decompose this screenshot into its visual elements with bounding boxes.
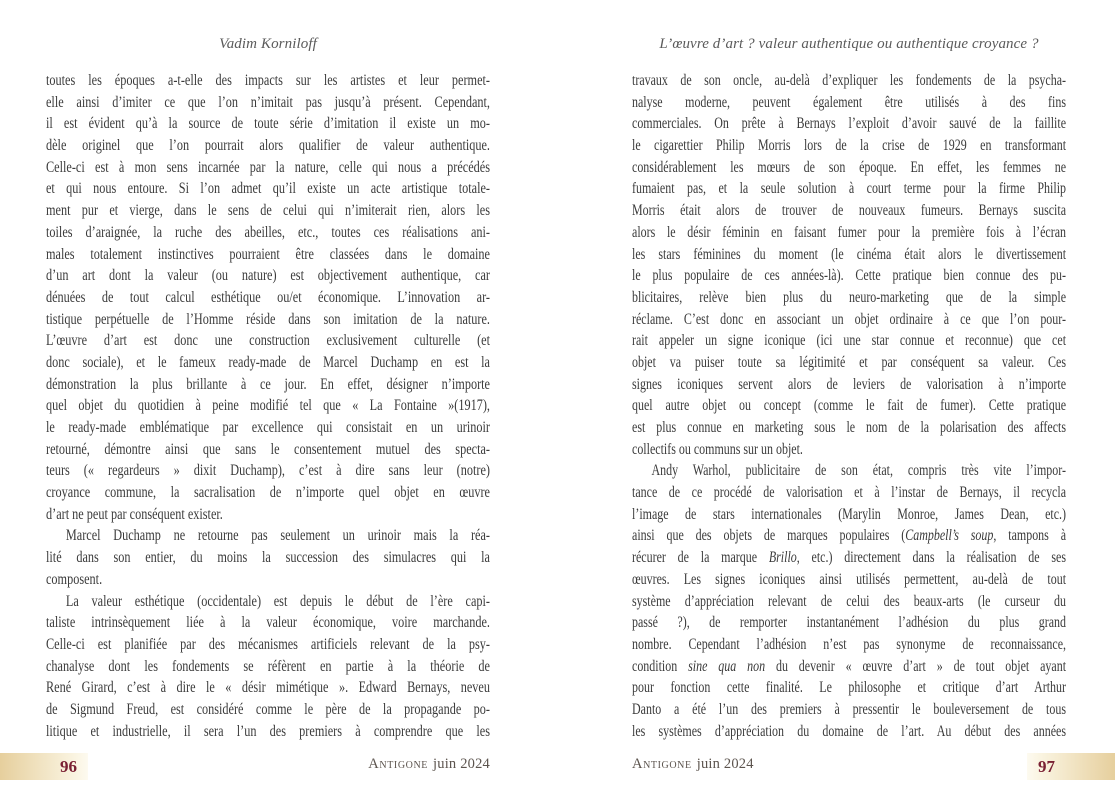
text-segment: fumaient pas, et la seule solution à court terme pour la firme Philip (632, 180, 1067, 198)
text-line (46, 699, 490, 721)
text-line (632, 482, 1066, 504)
paragraph (46, 70, 490, 525)
text-segment: passé ?), de remporter instantanément l’adhésion du plus grand (632, 614, 1067, 632)
text-line (46, 265, 490, 287)
journal-issue: juin 2024 (433, 756, 490, 772)
text-line (632, 178, 1066, 200)
text-segment: males totalement instinctives pourraient être classées dans le domaine (46, 245, 490, 263)
journal-name: Antigone (368, 756, 429, 772)
text-line (46, 395, 490, 417)
paragraph (632, 70, 1066, 460)
text-line (46, 460, 490, 482)
running-header-article-title: L’œuvre d’art ? valeur authentique ou authentique croyance ? (659, 36, 1039, 52)
text-segment: démonstration la plus brillante à ce jour. En effet, désigner n’importe (46, 375, 490, 393)
text-segment: le ready-made emblématique par excellence qui consistait en un urinoir (46, 419, 490, 436)
text-line (632, 352, 1066, 374)
text-segment: litique et industrielle, il sera l’un des premiers à comprendre que les (46, 722, 490, 740)
text-segment: La valeur esthétique (occidentale) est depuis le début de l’ère capi- (65, 592, 490, 610)
text-segment: commerciales. On prête à Bernays l’exploit d’avoir sauvé de la faillite (632, 115, 1067, 133)
text-line (632, 591, 1066, 613)
paragraph (46, 591, 490, 743)
text-line (632, 612, 1066, 634)
text-line (632, 374, 1066, 396)
text-segment: elle ainsi d’imiter ce que l’on n’imitait pas jusqu’à présent. Cependant, (46, 93, 490, 111)
text-segment: teurs (« regardeurs » dixit Duchamp), c’est à dire sans leur (notre) (46, 462, 490, 480)
text-line (632, 113, 1066, 135)
text-segment: tistique perpétuelle de l’Homme réside dans son imitation de la nature. (46, 310, 490, 328)
text-line (632, 677, 1066, 699)
text-segment: toiles d’araignée, la ruche des abeilles, etc., toutes ces réalisations ani- (46, 223, 490, 241)
page-body-right (632, 70, 1066, 742)
text-segment: Celle-ci est à mon sens incarnée par la nature, celle qui nous a précédés (46, 158, 490, 176)
text-line (632, 504, 1066, 526)
footer-journal-left (46, 756, 490, 773)
journal-name: Antigone (632, 756, 692, 772)
text-segment: retourné, démontre ainsi que sans le consentement mutuel des specta- (46, 440, 490, 458)
text-segment: L’œuvre d’art est donc une construction exclusivement culturelle (et (46, 332, 490, 350)
text-segment: est plus connue en marketing sous le nom de la polarisation des affects (632, 419, 1067, 436)
running-header-author: Vadim Korniloff (219, 36, 317, 52)
text-segment: donc sociale), et le fameux ready-made de Marcel Duchamp en est la (46, 353, 490, 371)
text-line (46, 547, 490, 569)
text-segment: blicitaires, relève bien plus du neuro-marketing que de la simple (632, 288, 1067, 306)
text-segment: composent. (46, 570, 103, 588)
text-line (46, 591, 490, 613)
text-line (632, 656, 1066, 678)
text-line (46, 656, 490, 678)
text-segment: ainsi que des objets de marques populaires ( (632, 527, 906, 545)
text-segment: objet va puiser toute sa légitimité et par conséquent sa valeur. Ces (632, 353, 1067, 371)
text-line (632, 417, 1066, 439)
text-segment: , etc.) directement dans la réalisation de ses (796, 549, 1067, 567)
italic-text: Campbell’s soup (905, 527, 994, 545)
italic-text: Brillo (768, 549, 797, 567)
text-segment: de Sigmund Freud, est considéré comme le père de la propagande po- (46, 700, 490, 718)
text-line (46, 135, 490, 157)
text-line (46, 222, 490, 244)
text-line (632, 569, 1066, 591)
text-segment: d’art ne peut par conséquent exister. (46, 505, 223, 523)
text-segment: le cigarettier Philip Morris lors de la crise de 1929 en transformant (632, 137, 1067, 155)
text-segment: Andy Warhol, publicitaire de son état, compris très vite l’impor- (651, 462, 1067, 480)
text-segment: collectifs ou communs sur un objet. (632, 440, 803, 458)
text-segment: alors le désir féminin en faisant fumer pour la première fois à l’écran (632, 223, 1067, 241)
text-segment: nalyse moderne, peuvent également être utilisés à des fins (632, 93, 1067, 111)
text-segment: les stars féminines du moment (le cinéma était alors le divertissement (632, 245, 1067, 263)
text-line (632, 330, 1066, 352)
text-segment: dèle originel que l’on pourrait alors qualifier de valeur authentique. (46, 137, 490, 155)
text-segment: toutes les époques a-t-elle des impacts sur les artistes et leur permet- (46, 72, 490, 89)
text-segment: condition (632, 657, 689, 675)
text-line (632, 157, 1066, 179)
text-line (46, 721, 490, 743)
text-line (632, 70, 1066, 92)
text-line (632, 309, 1066, 331)
text-line (632, 699, 1066, 721)
text-segment: travaux de son oncle, au-delà d’expliquer les fondements de la psycha- (632, 72, 1067, 89)
page-body-left (46, 70, 490, 742)
text-line (46, 634, 490, 656)
text-segment: d’un art dont la valeur (ou nature) est objectivement authentique, car (46, 267, 490, 285)
text-line (632, 287, 1066, 309)
text-line (632, 547, 1066, 569)
text-line (46, 417, 490, 439)
text-segment: du devenir « œuvre d’art » de tout objet ayant (765, 657, 1067, 675)
text-line (46, 157, 490, 179)
text-line (46, 244, 490, 266)
text-line (632, 222, 1066, 244)
text-segment: Celle-ci est planifiée par des mécanismes artificiels relevant de la psy- (46, 635, 490, 653)
text-segment: quel objet du quotidien à peine modifié tel que « La Fontaine »(1917), (46, 397, 490, 415)
italic-text: sine qua non (688, 657, 766, 675)
text-segment: réclame. C’est donc en associant un objet ordinaire à ce que l’on pour- (632, 310, 1067, 328)
paragraph (46, 525, 490, 590)
page-number-left: 96 (0, 753, 88, 780)
text-line (46, 569, 490, 591)
text-segment: René Girard, c’est à dire le « désir mimétique ». Edward Bernays, neveu (46, 679, 490, 697)
page-number-right: 97 (1027, 753, 1115, 780)
text-line (46, 352, 490, 374)
text-line (46, 482, 490, 504)
text-line (46, 178, 490, 200)
text-line (46, 309, 490, 331)
text-line (632, 439, 1066, 461)
text-segment: œuvres. Les signes iconiques ainsi utilisés permettent, au-delà de tout (632, 570, 1067, 588)
text-segment: chanalyse dont les fondements se réfèrent en partie à la théorie de (46, 657, 490, 675)
text-segment: les systèmes d’appréciation du domaine de l’art. Au début des années (632, 722, 1067, 740)
text-line (632, 460, 1066, 482)
text-line (632, 92, 1066, 114)
text-segment: le plus populaire de ces années-là). Cette pratique bien connue des pu- (632, 267, 1067, 285)
text-line (46, 374, 490, 396)
text-line (632, 721, 1066, 743)
text-segment: , tampons à (993, 527, 1067, 545)
text-segment: Morris était alors de trouver de nouveaux fumeurs. Bernays suscita (632, 202, 1067, 220)
text-segment: taliste intrinsèquement liée à la valeur économique, voire marchande. (46, 614, 490, 632)
text-line (46, 330, 490, 352)
text-line (46, 200, 490, 222)
text-line (46, 677, 490, 699)
text-line (46, 70, 490, 92)
text-line (632, 265, 1066, 287)
text-segment: système d’appréciation relevant de celui des beaux-arts (le curseur du (632, 592, 1067, 610)
text-segment: dénuées de tout calcul esthétique ou/et économique. L’innovation ar- (46, 288, 490, 306)
text-segment: croyance commune, la sacralisation de n’importe quel objet en œuvre (46, 484, 490, 502)
text-segment: nombre. Cependant l’adhésion n’est pas synonyme de reconnaissance, (632, 635, 1067, 653)
text-segment: quel autre objet ou concept (comme le fait de fumer). Cette pratique (632, 397, 1067, 415)
text-segment: et qui nous entoure. Si l’on admet qu’il existe un acte artistique totale- (46, 180, 490, 198)
text-line (632, 200, 1066, 222)
text-segment: ment pur et vierge, dans le sens de celui qui n’imiterait rien, alors les (46, 202, 490, 220)
text-segment: pour fonction cette finalité. Le philosophe et critique d’art Arthur (632, 679, 1067, 697)
text-line (46, 113, 490, 135)
text-line (46, 504, 490, 526)
text-line (46, 287, 490, 309)
text-line (46, 612, 490, 634)
text-segment: considérablement les mœurs de son époque. En effet, les femmes ne (632, 158, 1067, 176)
text-segment: l’image de stars internationales (Marylin Monroe, James Dean, etc.) (632, 505, 1067, 523)
text-line (46, 525, 490, 547)
text-line (632, 525, 1066, 547)
text-segment: signes iconiques servent alors de leviers de valorisation à n’importe (632, 375, 1067, 393)
text-line (46, 92, 490, 114)
text-segment: Danto a été l’un des premiers à pressentir le bouleversement de tous (632, 700, 1067, 718)
paragraph (632, 460, 1066, 742)
text-segment: récurer de la marque (632, 549, 769, 567)
text-line (632, 634, 1066, 656)
text-segment: rait appeler un signe iconique (ici une star connue et reconnue) que cet (632, 332, 1067, 350)
text-line (632, 395, 1066, 417)
text-segment: lité dans son entier, du moins la succession des simulacres qui la (46, 549, 490, 567)
text-line (46, 439, 490, 461)
footer-journal-right (632, 756, 1066, 773)
text-line (632, 135, 1066, 157)
journal-issue: juin 2024 (696, 756, 754, 772)
text-line (632, 244, 1066, 266)
text-segment: Marcel Duchamp ne retourne pas seulement un urinoir mais la réa- (65, 527, 490, 545)
text-segment: tance de ce procédé de valorisation et à l’instar de Bernays, il recycla (632, 484, 1067, 502)
text-segment: il est évident qu’à la source de toute série d’imitation il existe un mo- (46, 115, 490, 133)
